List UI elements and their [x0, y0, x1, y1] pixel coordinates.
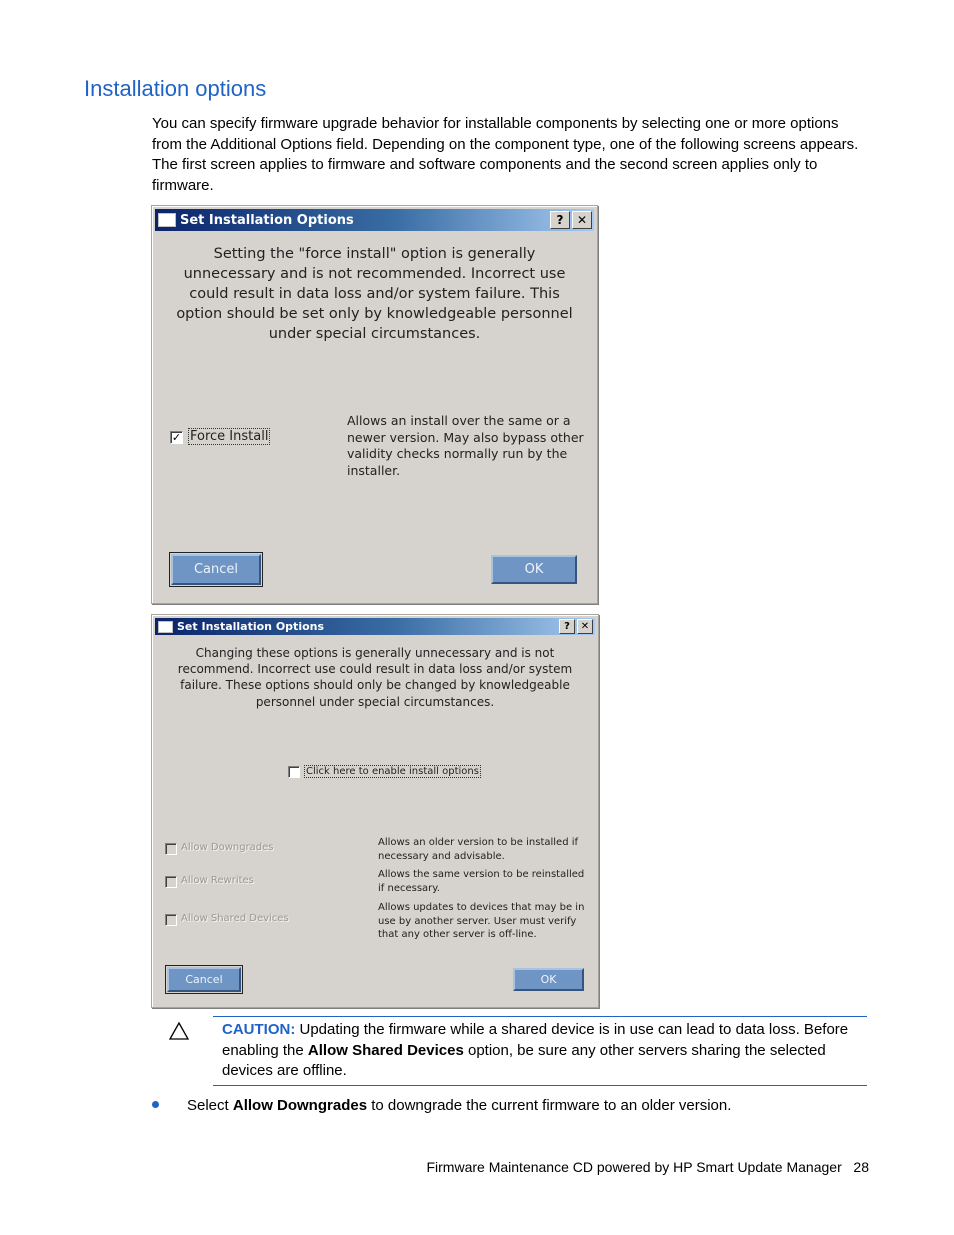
enable-options-label[interactable]: Click here to enable install options	[306, 766, 479, 777]
section-heading: Installation options	[84, 76, 267, 101]
bullet-item	[187, 1097, 731, 1114]
allow-shared-devices-checkbox[interactable]	[165, 914, 177, 926]
enable-options-checkbox[interactable]	[288, 766, 300, 778]
set-installation-options-dialog-1	[151, 205, 598, 604]
allow-downgrades-label: Allow Downgrades	[181, 842, 274, 853]
bullet-text-pre: Select	[187, 1097, 233, 1114]
allow-rewrites-description: Allows the same version to be reinstalled if necessary.	[378, 869, 585, 894]
force-install-description: Allows an install over the same or a newer version. May also bypass other validity checks normally run by the installer.	[347, 413, 584, 478]
dialog-titlebar	[155, 209, 594, 231]
allow-rewrites-checkbox[interactable]	[165, 876, 177, 888]
force-install-checkbox[interactable]	[170, 431, 183, 444]
checkmark-icon: ✓	[171, 431, 182, 444]
caution-text-2: option, be sure any other servers sharing the selected devices are offline.	[222, 1041, 826, 1079]
close-button[interactable]: ✕	[572, 211, 592, 229]
caution-triangle-icon	[168, 1021, 190, 1041]
ok-button[interactable]: OK	[513, 968, 584, 991]
bullet-bold: Allow Downgrades	[232, 1097, 368, 1114]
allow-downgrades-description: Allows an older version to be installed if necessary and advisable.	[378, 837, 579, 862]
page-number: 28	[853, 1159, 869, 1175]
allow-downgrades-checkbox[interactable]	[165, 843, 177, 855]
ok-button[interactable]: OK	[491, 555, 577, 584]
dialog-title: Set Installation Options	[180, 212, 354, 228]
window-icon	[158, 621, 173, 633]
warning-text: Setting the "force install" option is generally unnecessary and is not recommended. Incorrect use could result in data loss and/or system failure. This option should be set only by knowledgeable personnel under special circumstances.	[176, 246, 573, 342]
dialog-title: Set Installation Options	[177, 620, 325, 633]
allow-shared-devices-description: Allows updates to devices that may be in use by another server. User must verify that any other server is off-line.	[378, 902, 585, 940]
bullet-icon	[152, 1101, 159, 1108]
window-icon	[158, 213, 176, 227]
cancel-button[interactable]: Cancel	[167, 967, 241, 992]
caution-note	[222, 1020, 862, 1082]
footer-title: Firmware Maintenance CD powered by HP Smart Update Manager	[426, 1159, 842, 1175]
page-footer	[426, 1159, 869, 1175]
caution-text-1: Updating the firmware while a shared device is in use can lead to data loss. Before enabling the	[222, 1021, 849, 1059]
intro-paragraph: You can specify firmware upgrade behavior for installable components by selecting one or more options from the Additional Options field. Depending on the component type, one of the following screens appears. The first screen applies to firmware and software components and the second screen applies only to firmware.	[152, 115, 859, 194]
cancel-button[interactable]: Cancel	[171, 554, 261, 585]
warning-text: Changing these options is generally unnecessary and is not recommend. Incorrect use could result in data loss and/or system failure. These options should only be changed by knowledgeable personnel under special circumstances.	[177, 646, 573, 709]
caution-bottom-rule	[213, 1085, 867, 1086]
help-button[interactable]: ?	[559, 619, 575, 634]
allow-shared-devices-label: Allow Shared Devices	[181, 913, 289, 924]
caution-label: CAUTION:	[222, 1021, 296, 1038]
bullet-text-post: to downgrade the current firmware to an older version.	[367, 1097, 732, 1114]
dialog-titlebar	[155, 618, 595, 635]
set-installation-options-dialog-2	[151, 614, 599, 1008]
caution-bold-option: Allow Shared Devices	[307, 1041, 464, 1059]
force-install-label[interactable]: Force Install	[190, 429, 269, 444]
allow-rewrites-label: Allow Rewrites	[181, 875, 254, 886]
close-button[interactable]: ✕	[577, 619, 593, 634]
caution-top-rule	[213, 1016, 867, 1017]
help-button[interactable]: ?	[550, 211, 570, 229]
